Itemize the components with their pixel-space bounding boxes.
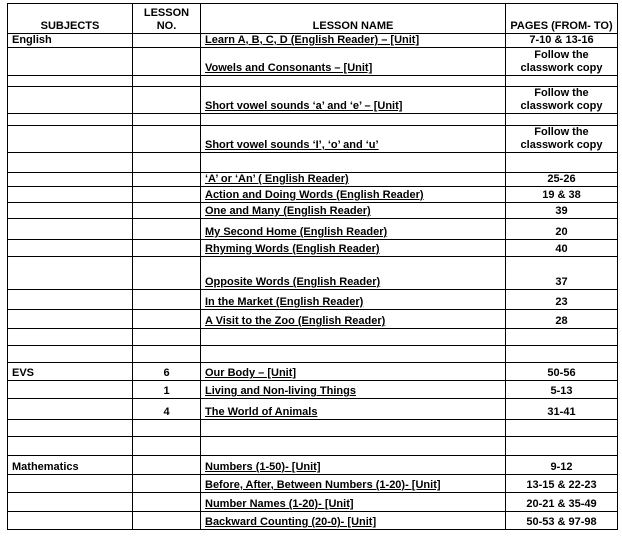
table-row	[8, 203, 618, 219]
lesson-name-cell: ‘A’ or ‘An’ ( English Reader)	[201, 173, 506, 187]
table-row	[8, 48, 618, 76]
lesson-no-cell	[133, 76, 201, 87]
lesson-name-cell	[201, 346, 506, 363]
pages-cell: 37	[506, 257, 618, 290]
subject-cell	[8, 257, 133, 290]
table-row	[8, 420, 618, 437]
lesson-no-cell	[133, 437, 201, 456]
lesson-no-cell: 4	[133, 399, 201, 420]
pages-cell: 50-56	[506, 363, 618, 381]
subject-cell	[8, 329, 133, 346]
subject-cell	[8, 420, 133, 437]
lesson-name-cell: A Visit to the Zoo (English Reader)	[201, 310, 506, 329]
table-row	[8, 512, 618, 530]
syllabus-table	[7, 3, 618, 530]
lesson-no-cell	[133, 34, 201, 48]
subject-cell: Mathematics	[8, 456, 133, 475]
lesson-no-cell	[133, 346, 201, 363]
lesson-no-cell	[133, 257, 201, 290]
lesson-name-cell: The World of Animals	[201, 399, 506, 420]
table-row	[8, 493, 618, 512]
subject-cell	[8, 48, 133, 76]
lesson-no-cell	[133, 48, 201, 76]
pages-cell: Follow the classwork copy	[506, 87, 618, 114]
lesson-name-cell	[201, 420, 506, 437]
table-row	[8, 187, 618, 203]
subject-cell	[8, 187, 133, 203]
lesson-no-cell	[133, 310, 201, 329]
lesson-no-cell	[133, 290, 201, 310]
lesson-no-cell	[133, 512, 201, 530]
lesson-name-cell: Vowels and Consonants – [Unit]	[201, 48, 506, 76]
subject-cell	[8, 240, 133, 257]
lesson-no-cell	[133, 114, 201, 126]
subject-cell	[8, 87, 133, 114]
subject-cell	[8, 346, 133, 363]
pages-cell	[506, 437, 618, 456]
lesson-no-header: LESSON NO.	[133, 4, 201, 34]
subject-cell	[8, 126, 133, 153]
pages-cell: 28	[506, 310, 618, 329]
pages-cell: Follow the classwork copy	[506, 48, 618, 76]
lesson-name-cell: Before, After, Between Numbers (1-20)- [Unit]	[201, 475, 506, 493]
lesson-name-cell: Living and Non-living Things	[201, 381, 506, 399]
pages-cell	[506, 329, 618, 346]
table-row	[8, 153, 618, 173]
subject-cell	[8, 399, 133, 420]
lesson-no-cell	[133, 126, 201, 153]
table-row	[8, 290, 618, 310]
lesson-no-cell	[133, 493, 201, 512]
subject-cell: English	[8, 34, 133, 48]
pages-cell: 9-12	[506, 456, 618, 475]
header-row	[8, 4, 618, 34]
lesson-no-cell	[133, 153, 201, 173]
lesson-no-cell	[133, 456, 201, 475]
lesson-name-cell: Learn A, B, C, D (English Reader) – [Unit]	[201, 34, 506, 48]
lesson-name-cell: Number Names (1-20)- [Unit]	[201, 493, 506, 512]
pages-cell: 5-13	[506, 381, 618, 399]
subject-cell	[8, 381, 133, 399]
pages-cell: 40	[506, 240, 618, 257]
lesson-name-cell: Backward Counting (20-0)- [Unit]	[201, 512, 506, 530]
pages-cell: 7-10 & 13-16	[506, 34, 618, 48]
lesson-name-cell	[201, 329, 506, 346]
subject-cell	[8, 173, 133, 187]
lesson-no-cell	[133, 203, 201, 219]
table-row	[8, 76, 618, 87]
subject-cell	[8, 437, 133, 456]
table-row	[8, 173, 618, 187]
lesson-name-header: LESSON NAME	[201, 4, 506, 34]
subject-cell	[8, 114, 133, 126]
pages-cell: 20	[506, 219, 618, 240]
subject-cell: EVS	[8, 363, 133, 381]
lesson-name-cell: Our Body – [Unit]	[201, 363, 506, 381]
subject-cell	[8, 512, 133, 530]
table-row	[8, 87, 618, 114]
table-row	[8, 346, 618, 363]
lesson-name-cell: Numbers (1-50)- [Unit]	[201, 456, 506, 475]
table-row	[8, 475, 618, 493]
lesson-name-cell: My Second Home (English Reader)	[201, 219, 506, 240]
lesson-name-cell: Short vowel sounds ‘I’, ‘o’ and ‘u’	[201, 126, 506, 153]
subject-cell	[8, 76, 133, 87]
pages-cell: 20-21 & 35-49	[506, 493, 618, 512]
lesson-no-cell	[133, 329, 201, 346]
pages-cell	[506, 76, 618, 87]
pages-cell: 19 & 38	[506, 187, 618, 203]
lesson-no-cell	[133, 87, 201, 114]
lesson-no-cell	[133, 187, 201, 203]
table-row	[8, 240, 618, 257]
table-row	[8, 399, 618, 420]
table-row	[8, 114, 618, 126]
lesson-no-cell: 6	[133, 363, 201, 381]
lesson-no-cell	[133, 475, 201, 493]
lesson-name-cell	[201, 153, 506, 173]
subject-cell	[8, 475, 133, 493]
lesson-name-cell	[201, 437, 506, 456]
lesson-no-cell	[133, 173, 201, 187]
subject-cell	[8, 310, 133, 329]
pages-cell: 23	[506, 290, 618, 310]
pages-cell	[506, 346, 618, 363]
pages-cell: 50-53 & 97-98	[506, 512, 618, 530]
lesson-name-cell: Action and Doing Words (English Reader)	[201, 187, 506, 203]
subject-cell	[8, 290, 133, 310]
pages-cell	[506, 153, 618, 173]
pages-cell: 25-26	[506, 173, 618, 187]
pages-cell: Follow the classwork copy	[506, 126, 618, 153]
pages-cell: 13-15 & 22-23	[506, 475, 618, 493]
lesson-no-cell	[133, 219, 201, 240]
lesson-no-cell	[133, 420, 201, 437]
table-row	[8, 34, 618, 48]
lesson-no-cell	[133, 240, 201, 257]
table-row	[8, 456, 618, 475]
lesson-name-cell: One and Many (English Reader)	[201, 203, 506, 219]
pages-cell: 39	[506, 203, 618, 219]
lesson-name-cell: Rhyming Words (English Reader)	[201, 240, 506, 257]
table-row	[8, 219, 618, 240]
lesson-name-cell: In the Market (English Reader)	[201, 290, 506, 310]
pages-cell	[506, 114, 618, 126]
lesson-no-cell: 1	[133, 381, 201, 399]
subject-cell	[8, 493, 133, 512]
table-row	[8, 437, 618, 456]
table-row	[8, 310, 618, 329]
pages-header: PAGES (FROM- TO)	[506, 4, 618, 34]
lesson-name-cell: Opposite Words (English Reader)	[201, 257, 506, 290]
table-row	[8, 126, 618, 153]
table-row	[8, 257, 618, 290]
subject-cell	[8, 219, 133, 240]
lesson-name-cell	[201, 114, 506, 126]
lesson-name-cell: Short vowel sounds ‘a’ and ‘e’ – [Unit]	[201, 87, 506, 114]
pages-cell: 31-41	[506, 399, 618, 420]
table-row	[8, 329, 618, 346]
subjects-header: SUBJECTS	[8, 4, 133, 34]
lesson-name-cell	[201, 76, 506, 87]
subject-cell	[8, 153, 133, 173]
pages-cell	[506, 420, 618, 437]
subject-cell	[8, 203, 133, 219]
table-row	[8, 381, 618, 399]
table-row	[8, 363, 618, 381]
